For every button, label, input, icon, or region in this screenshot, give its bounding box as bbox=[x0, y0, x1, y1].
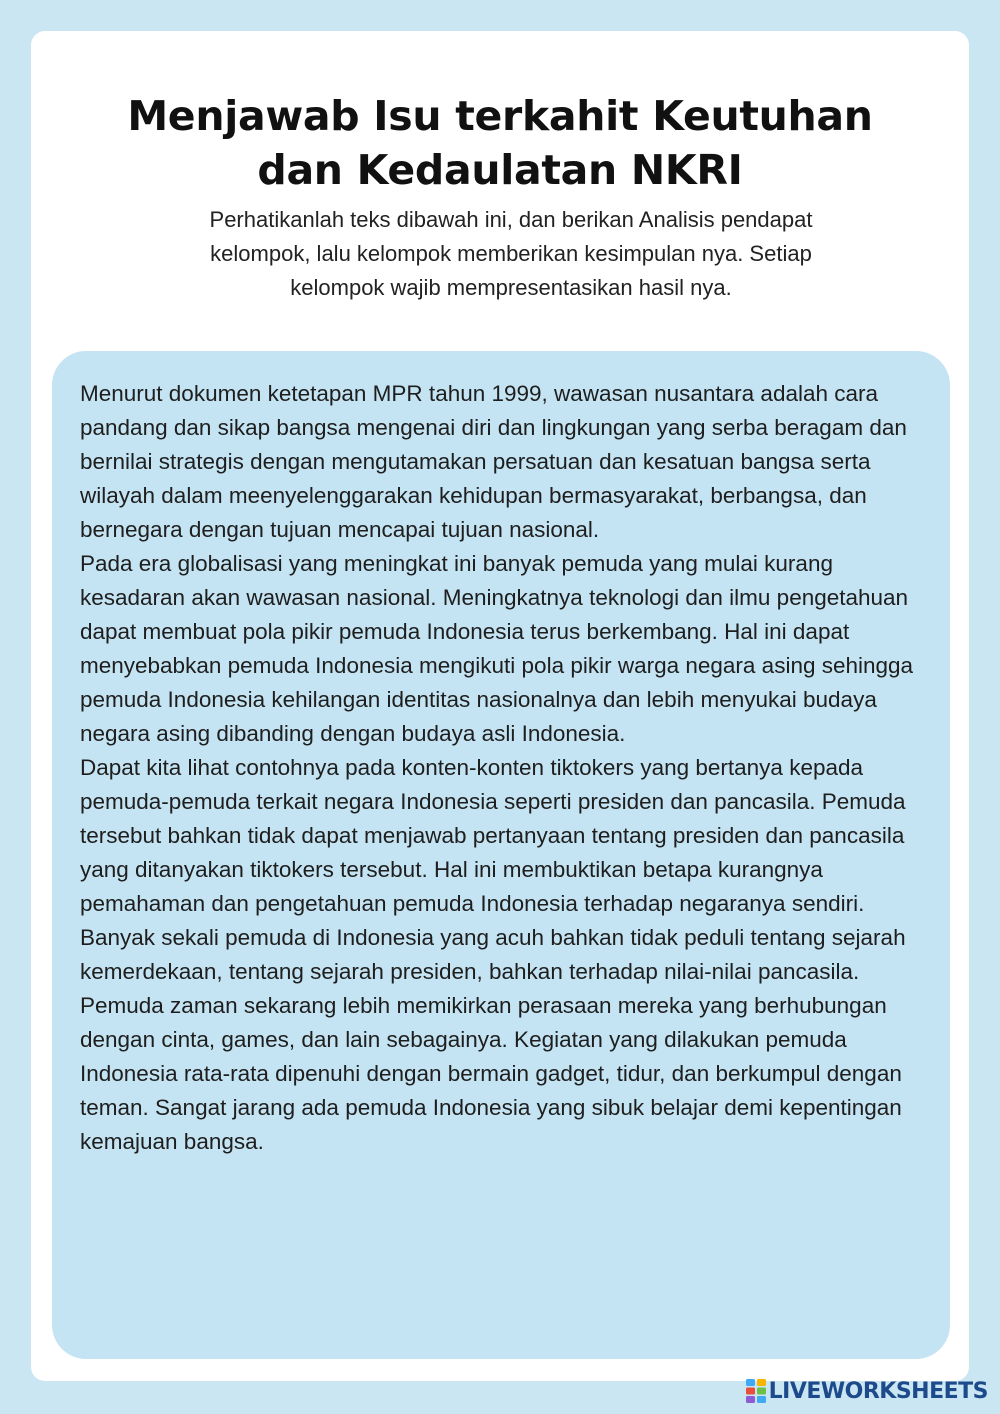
article-panel bbox=[52, 351, 950, 1359]
article-paragraph-1: Menurut dokumen ketetapan MPR tahun 1999, wawasan nusantara adalah cara pandang dan sikap bangsa mengenai diri dan lingkungan yang serba beragam dan bernilai strategis dengan mengutamakan persatuan dan kesatuan bangsa serta wilayah dalam meenyelenggarakan kehidupan bermasyarakat, berbangsa, dan bernegara dengan tujuan mencapai tujuan nasional. bbox=[80, 381, 907, 542]
article-paragraph-4: Banyak sekali pemuda di Indonesia yang acuh bahkan tidak peduli tentang sejarah kemerdekaan, tentang sejarah presiden, bahkan terhadap nilai-nilai pancasila. Pemuda zaman sekarang lebih memikirkan perasaan mereka yang berhubungan dengan cinta, games, dan lain sebagainya. Kegiatan yang dilakukan pemuda Indonesia rata-rata dipenuhi dengan bermain gadget, tidur, dan berkumpul dengan teman. Sangat jarang ada pemuda Indonesia yang sibuk belajar demi kepentingan kemajuan bangsa. bbox=[80, 925, 906, 1154]
worksheet-page bbox=[31, 31, 969, 1381]
title-line-2: dan Kedaulatan NKRI bbox=[257, 146, 743, 194]
article-paragraph-2: Pada era globalisasi yang meningkat ini banyak pemuda yang mulai kurang kesadaran akan wawasan nasional. Meningkatnya teknologi dan ilmu pengetahuan dapat membuat pola pikir pemuda Indonesia terus berkembang. Hal ini dapat menyebabkan pemuda Indonesia mengikuti pola pikir warga negara asing sehingga pemuda Indonesia kehilangan identitas nasionalnya dan lebih menyukai budaya negara asing dibanding dengan budaya asli Indonesia. bbox=[80, 551, 914, 746]
liveworksheets-logo-icon bbox=[746, 1379, 766, 1403]
instructions-text: Perhatikanlah teks dibawah ini, dan berikan Analisis pendapat kelompok, lalu kelompok memberikan kesimpulan nya. Setiap kelompok wajib mempresentasikan hasil nya. bbox=[209, 207, 813, 300]
article-body bbox=[80, 377, 930, 1159]
article-paragraph-3: Dapat kita lihat contohnya pada konten-konten tiktokers yang bertanya kepada pemuda-pemuda terkait negara Indonesia seperti presiden dan pancasila. Pemuda tersebut bahkan tidak dapat menjawab pertanyaan tentang presiden dan pancasila yang ditanyakan tiktokers tersebut. Hal ini membuktikan betapa kurangnya pemahaman dan pengetahuan pemuda Indonesia terhadap negaranya sendiri. bbox=[80, 755, 906, 916]
brand-name: LIVEWORKSHEETS bbox=[768, 1378, 988, 1404]
title-line-1: Menjawab Isu terkahit Keutuhan bbox=[127, 92, 873, 140]
liveworksheets-watermark bbox=[746, 1376, 988, 1406]
page-title bbox=[31, 89, 969, 197]
